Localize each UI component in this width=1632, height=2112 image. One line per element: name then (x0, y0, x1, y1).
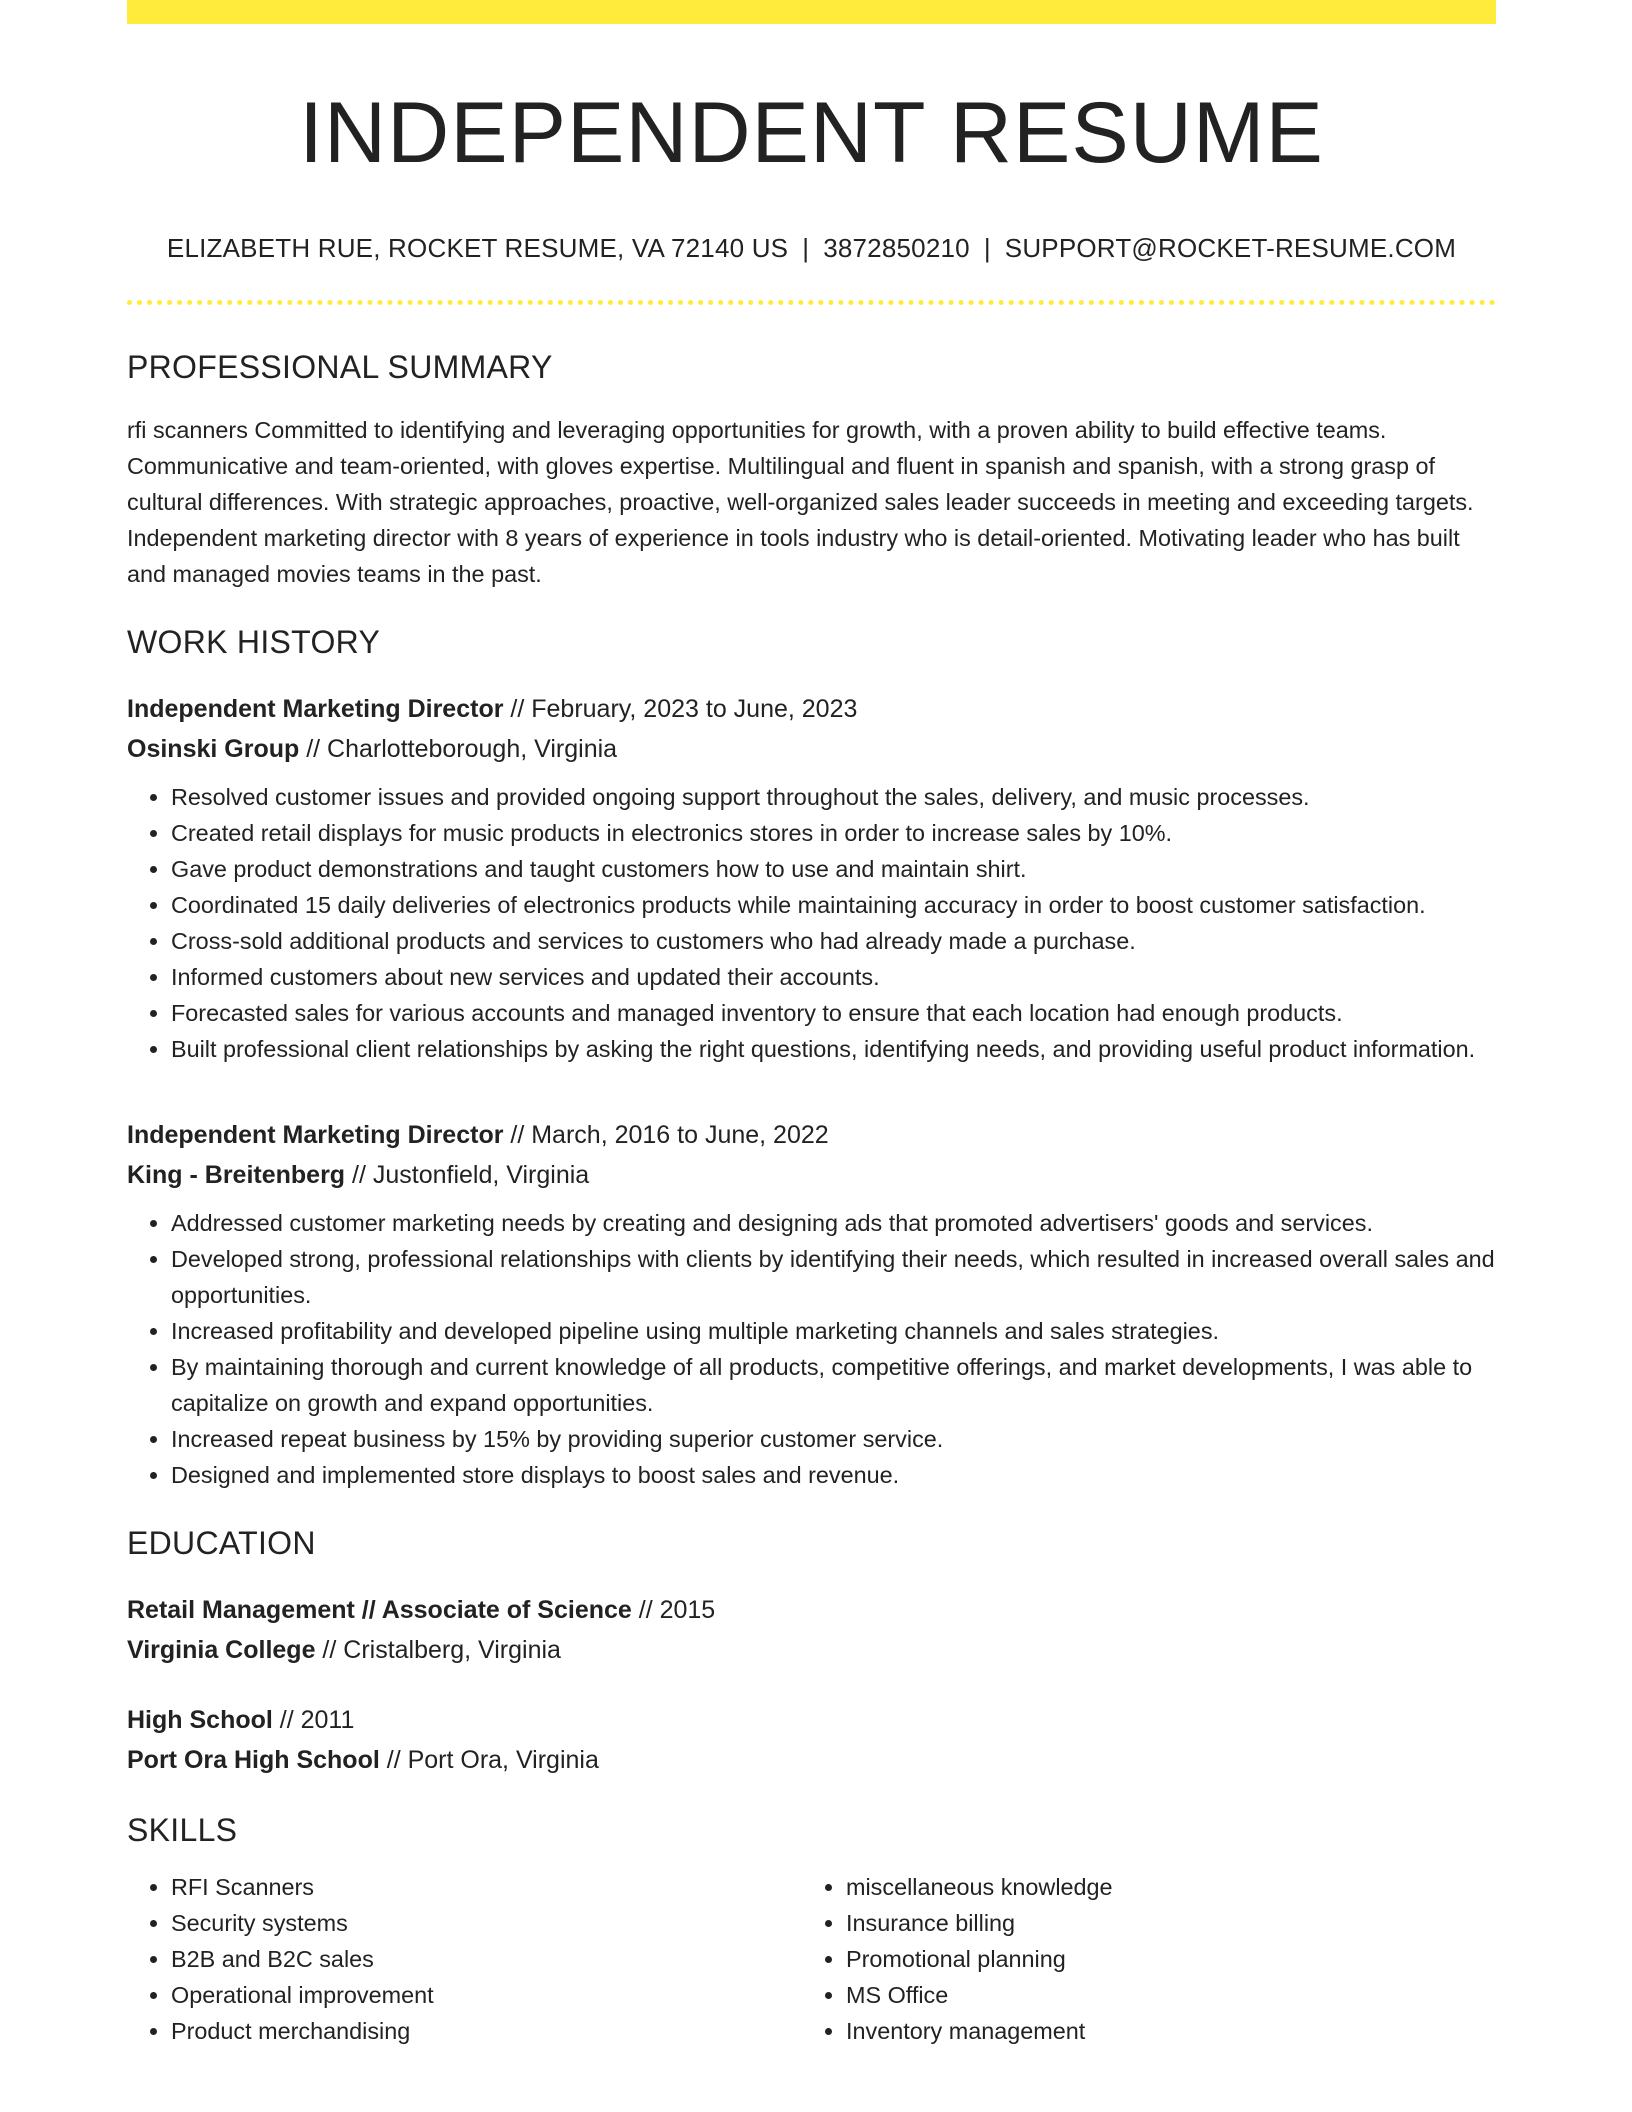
job-bullet: • Created retail displays for music products in electronics stores in order to increase sales by 10%. (171, 815, 1496, 851)
job-company: Osinski Group (127, 734, 300, 763)
education-school-line (127, 1630, 1496, 1670)
job-bullet: • Coordinated 15 daily deliveries of electronics products while maintaining accuracy in order to boost customer satisfaction. (171, 887, 1496, 923)
skill-item: • miscellaneous knowledge (846, 1869, 1477, 1905)
education-year: // 2011 (272, 1705, 355, 1734)
education-degree-line (127, 1590, 1496, 1630)
job-bullet: • Increased profitability and developed pipeline using multiple marketing channels and sales strategies. (171, 1313, 1496, 1349)
job-entry (127, 689, 1496, 1067)
job-bullet: • Cross-sold additional products and services to customers who had already made a purchase. (171, 923, 1496, 959)
resume-page (127, 0, 1496, 2049)
skill-item: • Security systems (171, 1905, 802, 1941)
education-degree-line (127, 1700, 1496, 1740)
education-year: // 2015 (631, 1595, 716, 1624)
skill-item: • B2B and B2C sales (171, 1941, 802, 1977)
skill-item: • Insurance billing (846, 1905, 1477, 1941)
education-school-line (127, 1740, 1496, 1780)
education-school: Virginia College (127, 1635, 316, 1664)
contact-phone: 3872850210 (823, 232, 970, 263)
top-accent-bar (127, 0, 1496, 24)
job-dates: // February, 2023 to June, 2023 (503, 694, 858, 723)
skill-item: • Product merchandising (171, 2013, 802, 2049)
job-entry (127, 1115, 1496, 1493)
skill-item: • Promotional planning (846, 1941, 1477, 1977)
job-bullet: • Designed and implemented store displays to boost sales and revenue. (171, 1457, 1496, 1493)
summary-heading: PROFESSIONAL SUMMARY (127, 348, 553, 385)
job-company-line (127, 1155, 1496, 1195)
education-location: // Port Ora, Virginia (379, 1745, 599, 1774)
job-dates: // March, 2016 to June, 2022 (503, 1120, 829, 1149)
skill-item: • Operational improvement (171, 1977, 802, 2013)
job-bullet: • Gave product demonstrations and taught customers how to use and maintain shirt. (171, 851, 1496, 887)
skill-item: • Inventory management (846, 2013, 1477, 2049)
skills-grid (127, 1869, 1496, 2049)
resume-title: INDEPENDENT RESUME (299, 85, 1324, 181)
summary-text: rfi scanners Committed to identifying and leveraging opportunities for growth, with a proven ability to build effective teams. Communicative and team-oriented, with gloves expertise. Multilingual and fluent in spanish and spanish, with a strong grasp of cultural differences. With strategic approaches, proactive, well-organized sales leader succeeds in meeting and exceeding targets. Independent marketing director with 8 years of experience in tools industry who is detail-oriented. Motivating leader who has built and managed movies teams in the past. (127, 416, 1474, 587)
job-bullet: • Increased repeat business by 15% by providing superior customer service. (171, 1421, 1496, 1457)
education-school: Port Ora High School (127, 1745, 380, 1774)
job-bullet: • Informed customers about new services and updated their accounts. (171, 959, 1496, 995)
job-company-line (127, 729, 1496, 769)
skills-heading: SKILLS (127, 1811, 238, 1848)
job-position: Independent Marketing Director (127, 1120, 504, 1149)
work-history-heading: WORK HISTORY (127, 623, 381, 660)
contact-address: ELIZABETH RUE, ROCKET RESUME, VA 72140 US (166, 232, 789, 263)
job-bullet: • Built professional client relationships by asking the right questions, identifying needs, and providing useful product information. (171, 1031, 1496, 1067)
job-company: King - Breitenberg (127, 1160, 346, 1189)
contact-email[interactable]: SUPPORT@ROCKET-RESUME.COM (1004, 232, 1457, 263)
education-degree: High School (127, 1705, 273, 1734)
job-bullet: • Forecasted sales for various accounts and managed inventory to ensure that each location had enough products. (171, 995, 1496, 1031)
skill-item: • RFI Scanners (171, 1869, 802, 1905)
education-entry (127, 1700, 1496, 1780)
education-entry (127, 1590, 1496, 1670)
contact-separator: | (802, 232, 810, 263)
job-title-line (127, 689, 1496, 729)
education-location: // Cristalberg, Virginia (315, 1635, 561, 1664)
job-bullet: • Developed strong, professional relationships with clients by identifying their needs, which resulted in increased overall sales and opportunities. (171, 1241, 1496, 1313)
job-location: // Justonfield, Virginia (345, 1160, 590, 1189)
skill-item: • MS Office (846, 1977, 1477, 2013)
contact-line (127, 233, 1496, 264)
job-location: // Charlotteborough, Virginia (299, 734, 618, 763)
job-bullets (127, 1205, 1496, 1493)
education-degree: Retail Management // Associate of Science (127, 1595, 632, 1624)
contact-separator: | (983, 232, 991, 263)
job-bullets (127, 779, 1496, 1067)
education-heading: EDUCATION (127, 1524, 316, 1561)
job-bullet: • Resolved customer issues and provided ongoing support throughout the sales, delivery, and music processes. (171, 779, 1496, 815)
skills-column-right (802, 1869, 1477, 2049)
skills-list (127, 1869, 802, 2049)
dotted-divider (127, 300, 1496, 305)
skills-list (802, 1869, 1477, 2049)
job-position: Independent Marketing Director (127, 694, 504, 723)
job-bullet: • By maintaining thorough and current knowledge of all products, competitive offerings, and market developments, I was able to capitalize on growth and expand opportunities. (171, 1349, 1496, 1421)
job-bullet: • Addressed customer marketing needs by creating and designing ads that promoted advertisers' goods and services. (171, 1205, 1496, 1241)
job-title-line (127, 1115, 1496, 1155)
skills-column-left (127, 1869, 802, 2049)
